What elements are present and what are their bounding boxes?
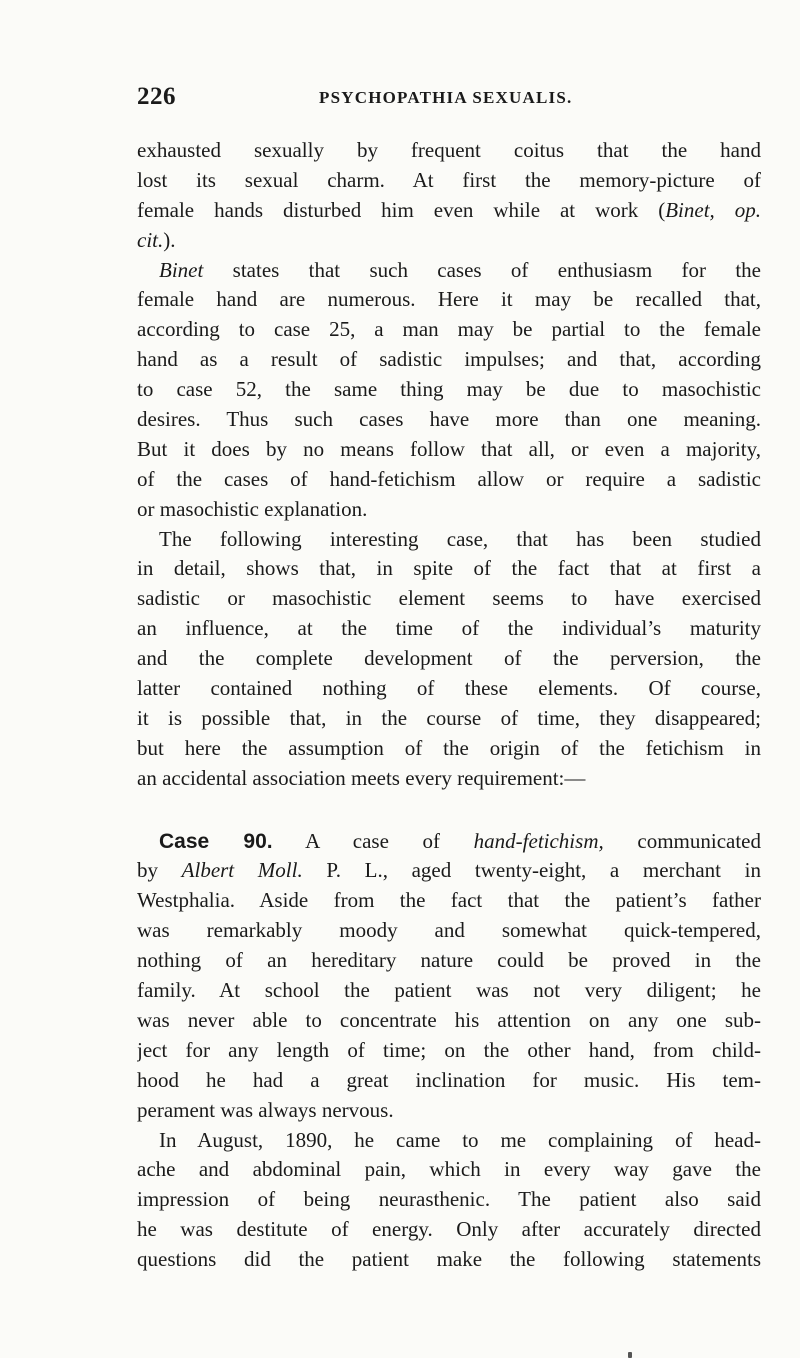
author-italic: Albert Moll. [181,858,303,883]
text-line: But it does by no means follow that all, or even a majority, [137,436,761,461]
text-line: impression of being neurasthenic. The patient also said [137,1187,761,1212]
text-line: lost its sexual charm. At first the memory-picture of [137,167,761,192]
text-line: In August, 1890, he came to me complaining of head- [159,1127,761,1152]
text-line: he was destitute of energy. Only after accurately directed [137,1217,761,1242]
citation-italic: cit. [137,227,164,252]
text-line: hood he had a great inclination for music. His tem- [137,1067,761,1092]
text-line: was never able to concentrate his attention on any one sub- [137,1007,761,1032]
paragraph-gap [137,794,761,827]
text-line: nothing of an hereditary nature could be proved in the [137,948,761,973]
text-line: an accidental association meets every requirement:— [137,765,586,790]
text-line: questions did the patient make the following statements [137,1247,761,1272]
text-line: family. At school the patient was not very diligent; he [137,978,761,1003]
text-line: The following interesting case, that has been studied [159,526,761,551]
page-header [137,83,760,113]
author-italic: Binet [159,257,204,282]
text-line: of the cases of hand-fetichism allow or require a sadistic [137,466,761,491]
text-line: hand as a result of sadistic impulses; and that, according [137,347,761,372]
case-heading: Case 90. [159,829,273,853]
text-line: desires. Thus such cases have more than one meaning. [137,407,761,432]
text-line: an influence, at the time of the individual’s maturity [137,616,761,641]
text-line: by Albert Moll. P. L., aged twenty-eight, a merchant in [137,858,761,883]
citation-italic: Binet, op. [665,197,761,222]
case-topic-italic: hand-fetichism, [473,828,604,853]
body-text [137,136,761,1275]
text-line: exhausted sexually by frequent coitus that the hand [137,138,761,162]
ink-speck [628,1352,632,1358]
text-line: perament was always nervous. [137,1097,394,1122]
text-line: to case 52, the same thing may be due to masochistic [137,377,761,402]
text-line: Westphalia. Aside from the fact that the patient’s father [137,888,761,913]
case-heading-line: Case 90. A case of hand-fetichism, communicated [159,828,761,853]
running-head: PSYCHOPATHIA SEXUALIS. [319,88,573,107]
text-line: it is possible that, in the course of time, they disappeared; [137,705,761,730]
text-line: sadistic or masochistic element seems to have exercised [137,586,761,611]
text-line: Binet states that such cases of enthusiasm for the [159,257,761,282]
text-line: but here the assumption of the origin of the fetichism in [137,735,761,760]
text-line: female hands disturbed him even while at work (Binet, op. [137,197,761,222]
text-line: latter contained nothing of these elements. Of course, [137,676,761,701]
page-number: 226 [137,83,176,110]
text-line: ache and abdominal pain, which in every way gave the [137,1157,761,1182]
text-line: according to case 25, a man may be partial to the female [137,317,761,342]
text-line: ject for any length of time; on the other hand, from child- [137,1037,761,1062]
text-line: cit.). [137,227,176,252]
text-line: and the complete development of the perversion, the [137,646,761,671]
text-line: female hand are numerous. Here it may be recalled that, [137,287,761,312]
text-line: in detail, shows that, in spite of the fact that at first a [137,556,761,581]
text-line: was remarkably moody and somewhat quick-tempered, [137,918,761,943]
text-line: or masochistic explanation. [137,496,368,521]
